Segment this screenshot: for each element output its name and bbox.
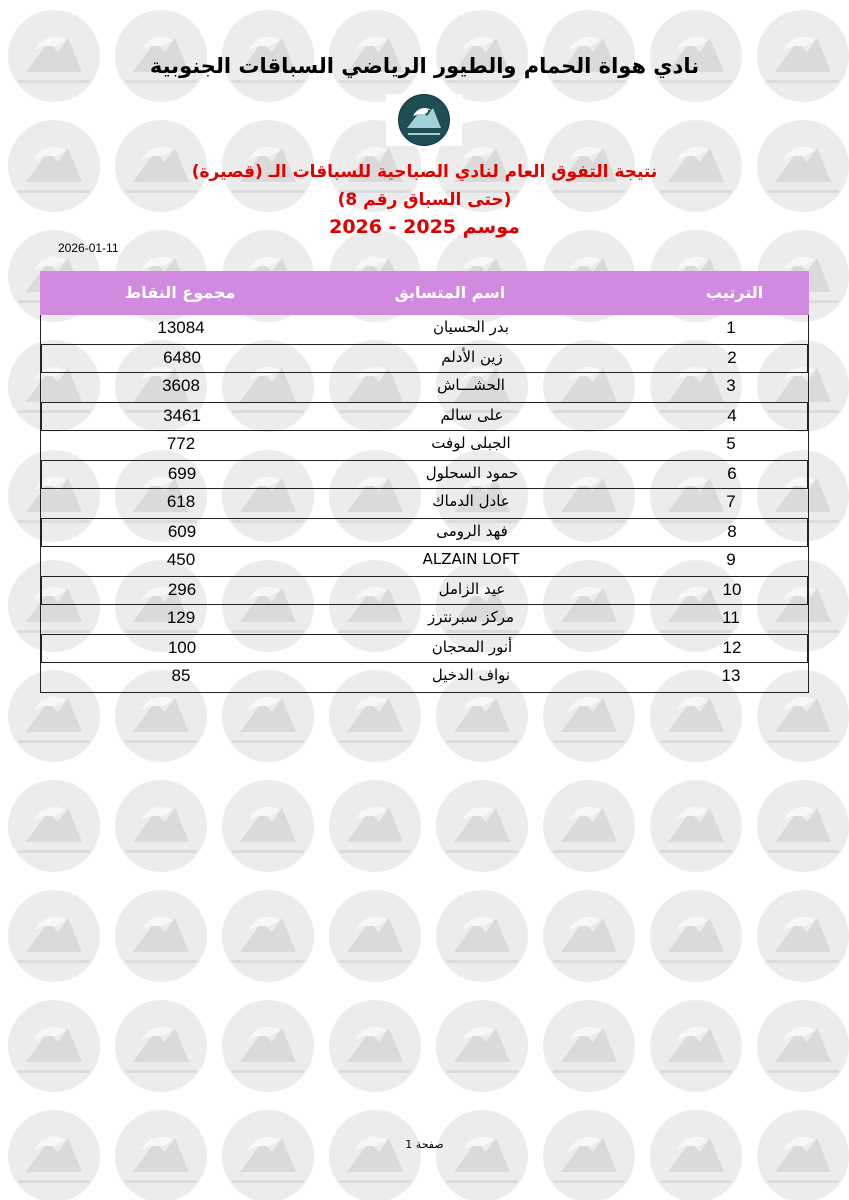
table-row bbox=[41, 373, 808, 402]
cell-rank: 10 bbox=[722, 580, 742, 599]
cell-points: 699 bbox=[167, 464, 197, 483]
report-title: نتيجة التفوق العام لنادي الصباحية للسباقات الـ (قصيرة) bbox=[191, 162, 658, 182]
cell-points: 85 bbox=[171, 666, 191, 685]
cell-rank: 1 bbox=[726, 318, 736, 337]
table-row bbox=[41, 634, 808, 663]
page-number: صفحة 1 bbox=[405, 1138, 444, 1151]
cell-points: 772 bbox=[166, 434, 196, 453]
cell-points: 296 bbox=[167, 580, 197, 599]
cell-rank: 2 bbox=[727, 348, 737, 367]
cell-points: 3608 bbox=[162, 376, 200, 395]
cell-rank: 4 bbox=[727, 406, 737, 425]
table-row bbox=[41, 576, 808, 605]
table-body bbox=[40, 315, 809, 693]
cell-rank: 11 bbox=[722, 608, 740, 627]
table-row bbox=[41, 605, 808, 634]
cell-points: 13084 bbox=[157, 318, 205, 337]
table-header bbox=[40, 271, 809, 315]
cell-name: حمود السحلول bbox=[425, 464, 519, 482]
cell-name: ALZAIN LOFT bbox=[422, 550, 520, 568]
cell-name: الحشـــاش bbox=[437, 376, 505, 394]
report-subtitle: (حتى السباق رقم 8) bbox=[337, 190, 512, 210]
cell-rank: 13 bbox=[721, 666, 741, 685]
table-row bbox=[41, 663, 808, 692]
cell-rank: 9 bbox=[726, 550, 736, 569]
cell-rank: 3 bbox=[726, 376, 736, 395]
cell-points: 450 bbox=[166, 550, 196, 569]
table-row bbox=[41, 460, 808, 489]
cell-rank: 7 bbox=[726, 492, 736, 511]
cell-name: على سالم bbox=[440, 406, 504, 424]
cell-name: أنور المحجان bbox=[431, 638, 513, 656]
cell-points: 3461 bbox=[163, 406, 201, 425]
header-rank: الترتيب bbox=[705, 283, 764, 302]
cell-name: مركز سبرنترز bbox=[427, 608, 515, 626]
cell-points: 100 bbox=[167, 638, 197, 657]
table-row bbox=[41, 547, 808, 576]
table-row bbox=[41, 315, 808, 344]
cell-name: بدر الحسيان bbox=[433, 318, 509, 336]
header-points: مجموع النقاط bbox=[124, 283, 236, 302]
cell-name: الجبلى لوفت bbox=[431, 434, 511, 452]
cell-rank: 8 bbox=[727, 522, 737, 541]
cell-rank: 12 bbox=[722, 638, 742, 657]
cell-rank: 6 bbox=[727, 464, 737, 483]
cell-points: 618 bbox=[166, 492, 196, 511]
table-row bbox=[41, 518, 808, 547]
cell-name: زين الأدلم bbox=[441, 348, 503, 366]
report-date: 2026-01-11 bbox=[58, 241, 119, 255]
cell-name: فهد الرومى bbox=[436, 522, 508, 540]
cell-name: عيد الزامل bbox=[438, 580, 506, 598]
table-row bbox=[41, 402, 808, 431]
cell-points: 6480 bbox=[163, 348, 201, 367]
cell-name: عادل الدماك bbox=[432, 492, 510, 510]
club-title: نادي هواة الحمام والطيور الرياضي السباقات الجنوبية bbox=[149, 54, 700, 78]
cell-points: 609 bbox=[167, 522, 197, 541]
club-logo bbox=[386, 94, 462, 146]
cell-rank: 5 bbox=[726, 434, 736, 453]
table-row bbox=[41, 344, 808, 373]
club-logo-icon bbox=[398, 94, 450, 146]
results-table bbox=[40, 271, 809, 693]
cell-name: نواف الدخيل bbox=[431, 666, 511, 684]
cell-points: 129 bbox=[166, 608, 196, 627]
table-row bbox=[41, 431, 808, 460]
table-row bbox=[41, 489, 808, 518]
header-name: اسم المتسابق bbox=[394, 283, 506, 302]
season-label: موسم 2025 - 2026 bbox=[329, 216, 520, 238]
